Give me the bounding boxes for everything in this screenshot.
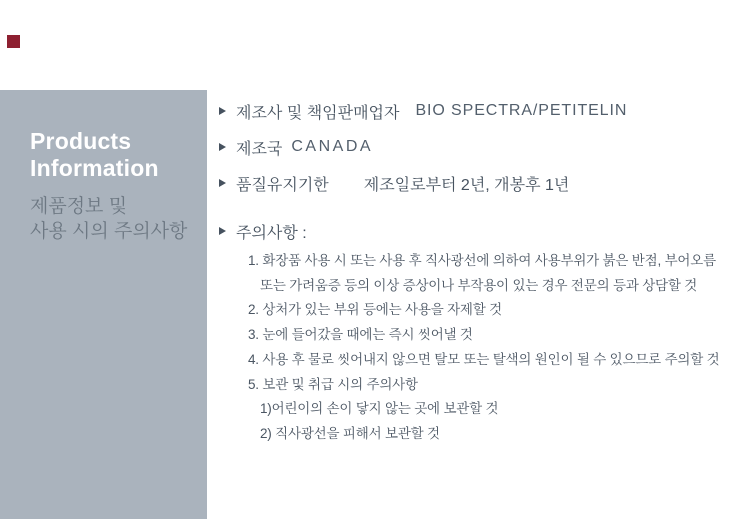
precaution-line: 4. 사용 후 물로 씻어내지 않으면 탈모 또는 탈색의 원인이 될 수 있으므로 주의할 것 — [248, 351, 720, 367]
sidebar-panel — [0, 90, 207, 519]
sidebar-subtitle-line2: 사용 시의 주의사항 — [30, 221, 188, 242]
info-row-country — [219, 137, 373, 157]
sidebar-title — [30, 128, 207, 182]
triangle-bullet-icon — [219, 179, 226, 187]
precautions-list — [248, 249, 740, 447]
precaution-line: 1)어린이의 손이 닿지 않는 곳에 보관할 것 — [260, 401, 499, 417]
info-row-manufacturer — [219, 101, 627, 121]
sidebar-subtitle-line1: 제품정보 및 — [30, 196, 128, 217]
row-label: 품질유지기한 — [236, 176, 329, 194]
info-row-shelf-life — [219, 173, 569, 193]
triangle-bullet-icon — [219, 143, 226, 151]
sidebar-title-line1: Products — [30, 128, 132, 154]
row-value: CANADA — [291, 138, 374, 155]
precaution-line: 2. 상처가 있는 부위 등에는 사용을 자제할 것 — [248, 302, 503, 318]
brand-accent-square — [7, 35, 20, 48]
info-row-precautions-heading — [219, 221, 307, 241]
row-value: 제조일로부터 2년, 개봉후 1년 — [363, 176, 570, 194]
precaution-line: 3. 눈에 들어갔을 때에는 즉시 씻어낼 것 — [248, 327, 473, 343]
row-label: 제조사 및 책임판매업자 — [236, 104, 400, 122]
row-value: BIO SPECTRA/PETITELIN — [415, 102, 628, 119]
precaution-line: 2) 직사광선을 피해서 보관할 것 — [260, 425, 440, 441]
triangle-bullet-icon — [219, 107, 226, 115]
precautions-heading: 주의사항 : — [236, 224, 307, 242]
sidebar-title-line2: Information — [30, 155, 159, 181]
sidebar-subtitle — [30, 194, 207, 244]
precaution-line: 또는 가려움증 등의 이상 증상이나 부작용이 있는 경우 전문의 등과 상담할 것 — [260, 277, 698, 293]
row-label: 제조국 — [236, 140, 283, 158]
precaution-line: 1. 화장품 사용 시 또는 사용 후 직사광선에 의하여 사용부위가 붉은 반점, 부어오름 — [248, 253, 716, 268]
triangle-bullet-icon — [219, 227, 226, 235]
precaution-line: 5. 보관 및 취급 시의 주의사항 — [248, 376, 418, 392]
